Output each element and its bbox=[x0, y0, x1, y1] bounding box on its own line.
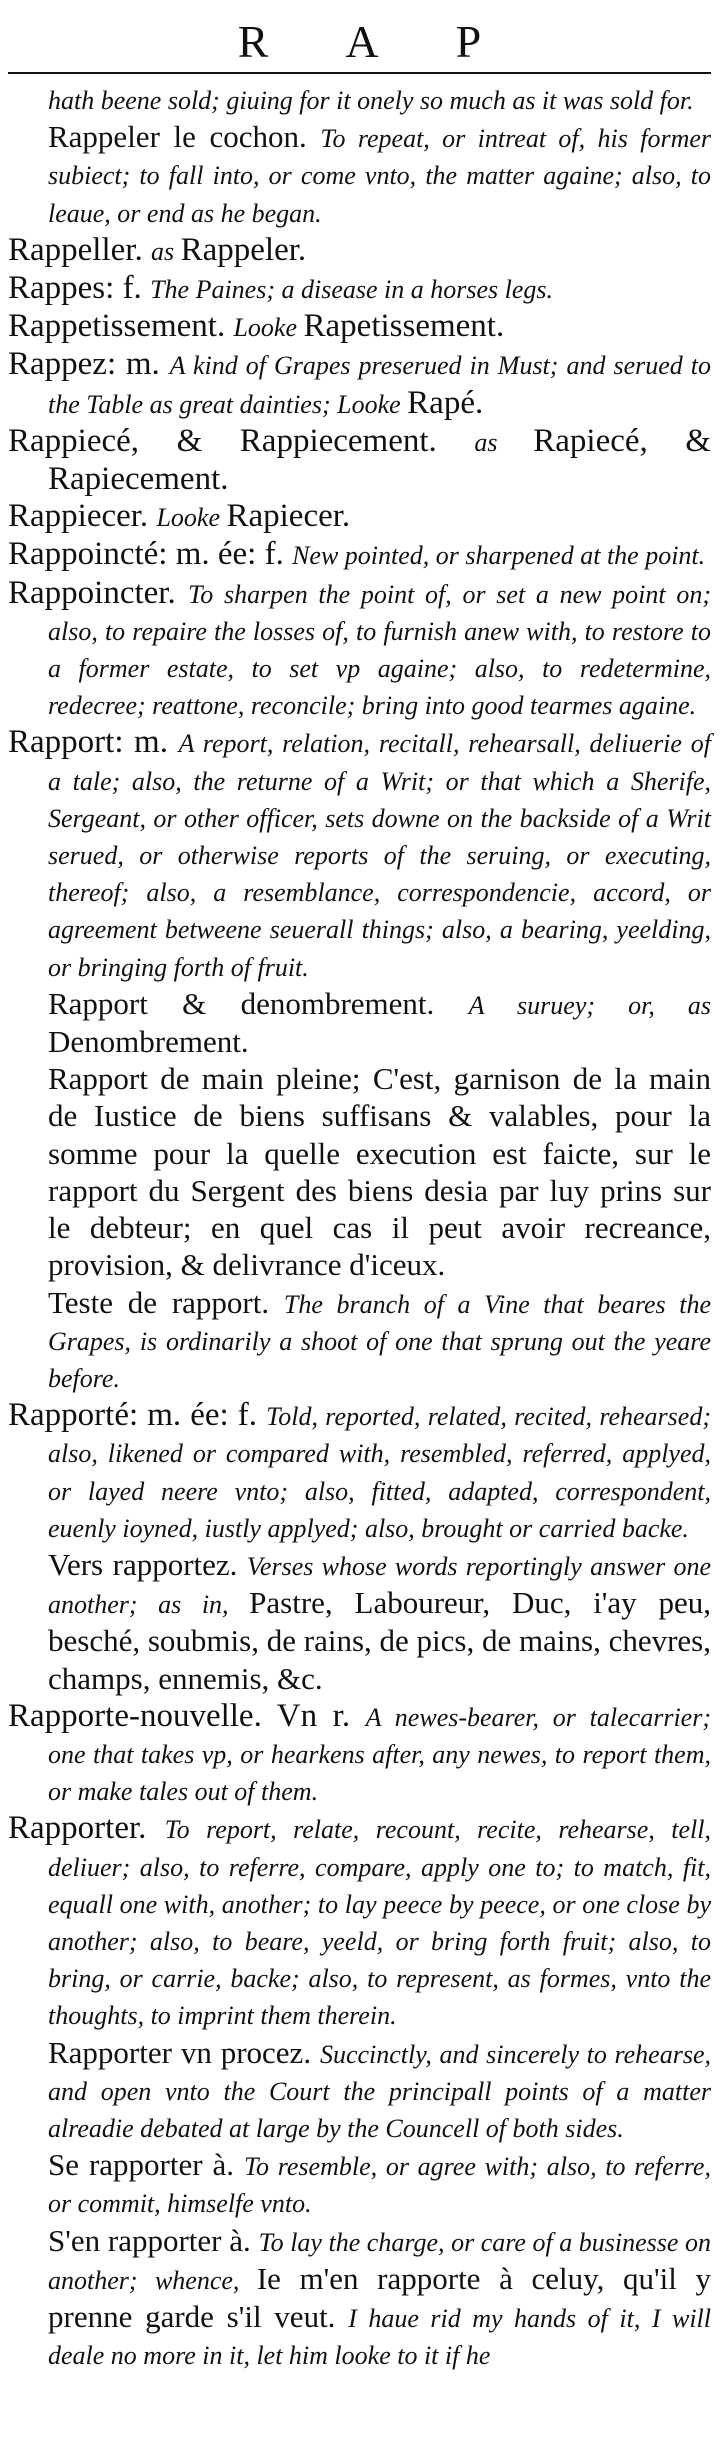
headword: Vers rapportez. bbox=[48, 1546, 247, 1582]
headword: Rappes: f. bbox=[8, 270, 151, 307]
dictionary-entry bbox=[8, 536, 711, 574]
gloss-text: The branch of a Vine that beares the Grapes, is ordinarily a shoot of one that sprung out the yeare before. bbox=[48, 1289, 711, 1393]
headword: Rappeler le cochon. bbox=[48, 119, 321, 155]
headword: Rapiecer. bbox=[226, 498, 351, 535]
headword: Rappiecer. bbox=[8, 498, 157, 535]
dictionary-entry bbox=[8, 308, 711, 346]
gloss-text: To lay the charge, or care of a businesse on another; whence, bbox=[48, 2227, 711, 2295]
headword: Rapporter. bbox=[8, 1810, 165, 1847]
gloss-text: A newes-bearer, or talecarrier; one that takes vp, or hearkens after, any newes, to report them, or make tales out of them. bbox=[48, 1702, 711, 1807]
gloss-text: as bbox=[150, 236, 181, 266]
gloss-text: A suruey; or, as bbox=[468, 990, 711, 1020]
dictionary-entry bbox=[8, 1810, 711, 2034]
dictionary-subentry bbox=[8, 2035, 711, 2148]
gloss-text: Succinctly, and sincerely to rehearse, and open vnto the Court the principall points of a matter alreadie debated at large by the Councell of both sides. bbox=[48, 2039, 711, 2143]
dictionary-entry bbox=[8, 1698, 711, 1811]
headword: Rapport: m. bbox=[8, 724, 179, 761]
gloss-text: To report, relate, recount, recite, rehearse, tell, deliuer; also, to referre, compare, apply one to; to match, fit, equall one with, another; to lay peece by peece, or one close by another; also, to beare, yeeld, or bring forth fruit; also, to bring, or carrie, backe; also, to represent, as formes, vnto the thoughts, to imprint them therein. bbox=[48, 1815, 711, 2031]
headword: Rappeller. bbox=[8, 231, 151, 268]
headword: Rappez: m. bbox=[8, 346, 170, 383]
headword: Rapetissement. bbox=[303, 308, 505, 345]
dictionary-entry bbox=[8, 423, 711, 498]
gloss-text: A report, relation, recitall, rehearsall, deliuerie of a tale; also, the returne of a Writ; or that which a Sherife, Sergeant, or other officer, sets downe on the backside of a Writ serued, or otherwise reports of the seruing, or executing, thereof; also, a resemblance, correspondencie, accord, or agreement betweene seuerall things; also, a bearing, yeelding, or bringing forth of fruit. bbox=[48, 729, 711, 982]
dictionary-entry bbox=[8, 232, 711, 270]
gloss-text: Looke bbox=[233, 313, 304, 343]
gloss-text: I haue rid my hands of it, I will deale no more in it, let him looke to it if he bbox=[48, 2303, 711, 2371]
entry-list bbox=[8, 82, 711, 2374]
headword: Rapporte-nouvelle. Vn r. bbox=[8, 1697, 366, 1734]
gloss-text: Told, reported, related, recited, rehearsed; also, likened or compared with, resembled, referred, applyed, or layed neere vnto; also, fitted, adapted, correspondent, euenly ioyned, iustly applyed; also, brought or carried backe. bbox=[48, 1402, 711, 1543]
headword: Rappoincter. bbox=[8, 574, 189, 611]
dictionary-subentry bbox=[8, 119, 711, 232]
headword: Rappiecé, & Rappiecement. bbox=[8, 422, 475, 459]
dictionary-subentry bbox=[8, 2147, 711, 2222]
running-header: R A P bbox=[237, 16, 516, 67]
dictionary-entry bbox=[8, 270, 711, 308]
headword: Rapporté: m. ée: f. bbox=[8, 1397, 267, 1434]
dictionary-subentry bbox=[8, 1285, 711, 1398]
dictionary-subentry bbox=[8, 2223, 711, 2375]
gloss-text: A kind of Grapes preserued in Must; and serued to the Table as great dainties; Looke bbox=[48, 351, 711, 419]
headword: Rappeler. bbox=[180, 231, 307, 268]
dictionary-subentry bbox=[8, 1547, 711, 1698]
headword: Denombrement. bbox=[48, 1024, 249, 1060]
gloss-text: Looke bbox=[156, 503, 227, 533]
gloss-text: as bbox=[474, 427, 534, 457]
headword: Rapporter vn procez. bbox=[48, 2034, 320, 2070]
dictionary-subentry bbox=[8, 1061, 711, 1284]
gloss-text: To resemble, or agree with; also, to referre, or commit, himselfe vnto. bbox=[48, 2152, 711, 2219]
headword: Rapé. bbox=[407, 384, 484, 421]
entry-continuation bbox=[8, 82, 711, 119]
dictionary-entry bbox=[8, 1397, 711, 1547]
dictionary-subentry bbox=[8, 986, 711, 1061]
gloss-text: hath beene sold; giuing for it onely so much as it was sold for. bbox=[48, 86, 694, 115]
gloss-text: New pointed, or sharpened at the point. bbox=[292, 541, 706, 571]
dictionary-entry bbox=[8, 498, 711, 536]
headword: S'en rapporter à. bbox=[48, 2222, 259, 2258]
header-rule bbox=[8, 72, 711, 74]
dictionary-entry bbox=[8, 724, 711, 985]
headword: Rapport & denombrement. bbox=[48, 985, 469, 1021]
gloss-text: To repeat, or intreat of, his former subiect; to fall into, or come vnto, the matter againe; also, to leaue, or end as he began. bbox=[48, 124, 712, 228]
headword: Ie m'en rapporte à celuy, qu'il y prenne garde s'il veut. bbox=[48, 2260, 711, 2334]
headword: Se rapporter à. bbox=[48, 2147, 244, 2183]
gloss-text: Verses whose words reportingly answer one another; as in, bbox=[48, 1551, 711, 1620]
headword: Rappoincté: m. ée: f. bbox=[8, 536, 293, 573]
gloss-text: To sharpen the point of, or set a new point on; also, to repaire the losses of, to furnish anew with, to restore to a former estate, to set vp againe; also, to redetermine, redecree; reattone, reconcile; bring into good tearmes againe. bbox=[48, 579, 711, 721]
gloss-text: The Paines; a disease in a horses legs. bbox=[150, 275, 554, 305]
headword: Teste de rapport. bbox=[48, 1284, 284, 1320]
dictionary-entry bbox=[8, 575, 711, 725]
headword: Rapiecé, & Rapiecement. bbox=[48, 422, 712, 498]
headword: Pastre, Laboureur, Duc, i'ay peu, besché, soubmis, de rains, de pics, de mains, chevres, champs, ennemis, &c. bbox=[48, 1585, 711, 1696]
headword: Rapport de main pleine; C'est, garnison de la main de Iustice de biens suffisans & valables, pour la somme pour la quelle execution est faicte, sur le rapport du Sergent des biens desia par luy prins sur le debteur; en quel cas il peut avoir recreance, provision, & delivrance d'iceux. bbox=[48, 1061, 711, 1283]
headword: Rappetissement. bbox=[8, 308, 234, 345]
dictionary-entry bbox=[8, 346, 711, 422]
